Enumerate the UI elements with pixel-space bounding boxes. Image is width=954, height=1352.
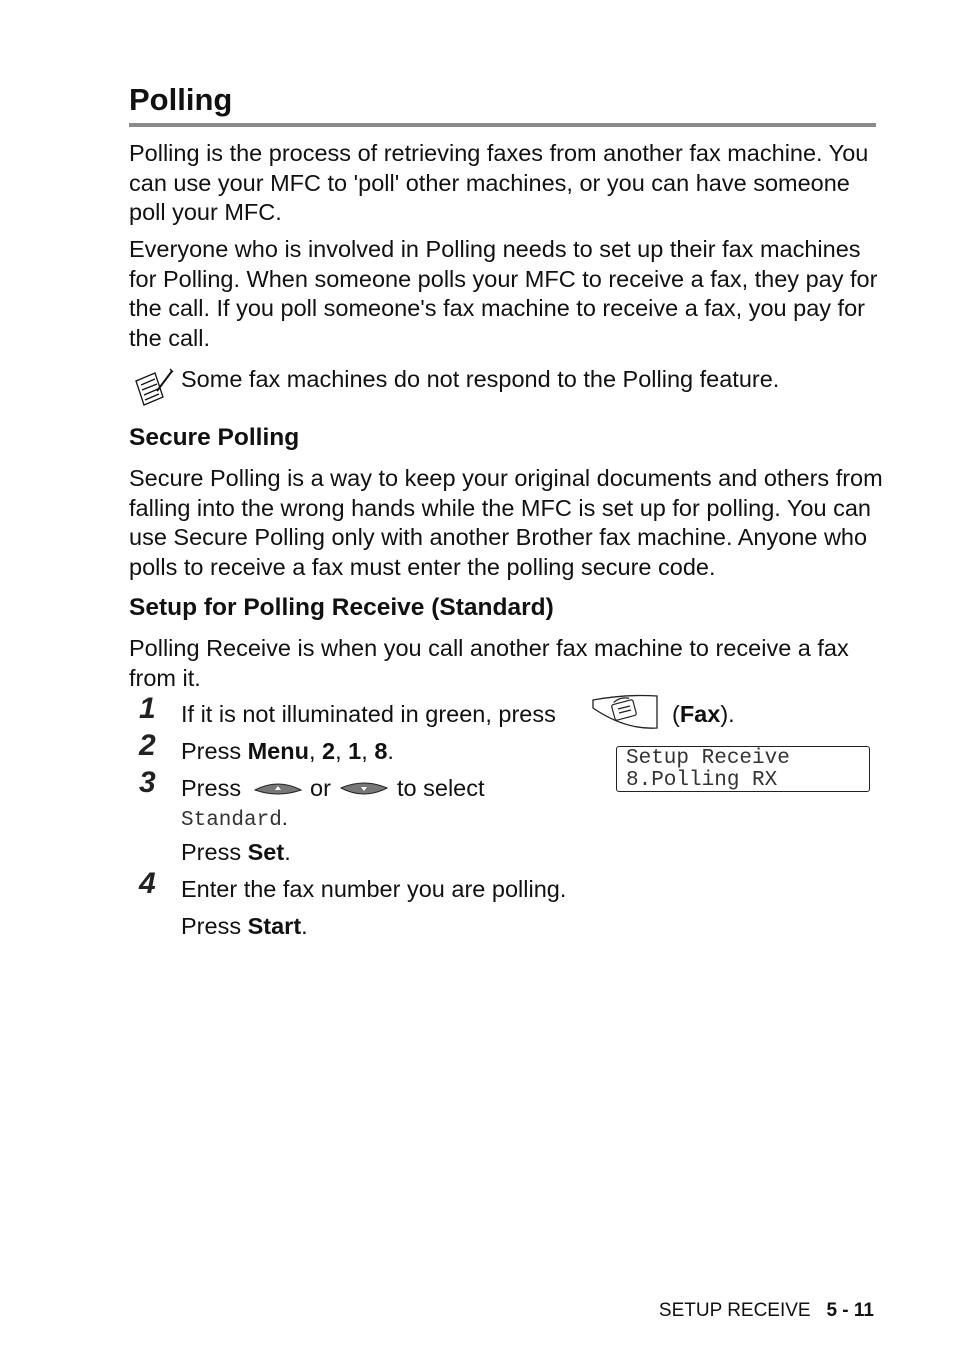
step-3-press-set: Press Set. (181, 839, 291, 865)
step-3-number: 3 (139, 766, 156, 799)
lcd-line-1: Setup Receive (626, 747, 790, 770)
note-pencil-icon (133, 367, 175, 407)
secure-heading: Secure Polling (129, 424, 300, 451)
step-4-text: Enter the fax number you are polling. (181, 876, 567, 902)
step-2-text: Press Menu, 2, 1, 8. (181, 738, 394, 764)
step-3-select: to select (397, 775, 485, 801)
step-2-number: 2 (139, 729, 156, 762)
step-4-number: 4 (139, 867, 156, 900)
lcd-line-2: 8.Polling RX (626, 769, 778, 792)
secure-paragraph: Secure Polling is a way to keep your original documents and others from falling into the wrong hands while the MFC is set up for polling. You can use Secure Polling only with another Brother fax machine. Anyone who polls to receive a fax must enter the polling secure code. (129, 465, 883, 580)
up-arrow-key-icon (253, 780, 303, 798)
step-1-number: 1 (139, 692, 156, 725)
lcd-display (616, 746, 870, 792)
note-text: Some fax machines do not respond to the Polling feature. (181, 366, 780, 392)
setup-paragraph: Polling Receive is when you call another fax machine to receive a fax from it. (129, 635, 849, 691)
step-3-option: Standard. (181, 807, 288, 832)
setup-heading: Setup for Polling Receive (Standard) (129, 594, 554, 621)
intro-paragraph-1: Polling is the process of retrieving faxes from another fax machine. You can use your MFC to 'poll' other machines, or you can have someone poll your MFC. (129, 140, 869, 225)
step-1-fax-label: (Fax). (672, 701, 735, 727)
down-arrow-key-icon (339, 780, 389, 798)
footer-page-number: 5 - 11 (826, 1300, 874, 1321)
footer-section: SETUP RECEIVE (658, 1300, 811, 1321)
step-4-press-start: Press Start. (181, 913, 308, 939)
fax-key-icon (589, 692, 661, 732)
page-footer (659, 1300, 874, 1322)
step-1-text: If it is not illuminated in green, press (181, 701, 556, 727)
title-rule (129, 123, 876, 127)
step-3-or: or (310, 775, 331, 801)
page-title: Polling (129, 82, 233, 117)
intro-paragraph-2: Everyone who is involved in Polling needs to set up their fax machines for Polling. When someone polls your MFC to receive a fax, they pay for the call. If you poll someone's fax machine to receive a fax, you pay for the call. (129, 236, 878, 351)
step-3-press: Press (181, 775, 242, 801)
